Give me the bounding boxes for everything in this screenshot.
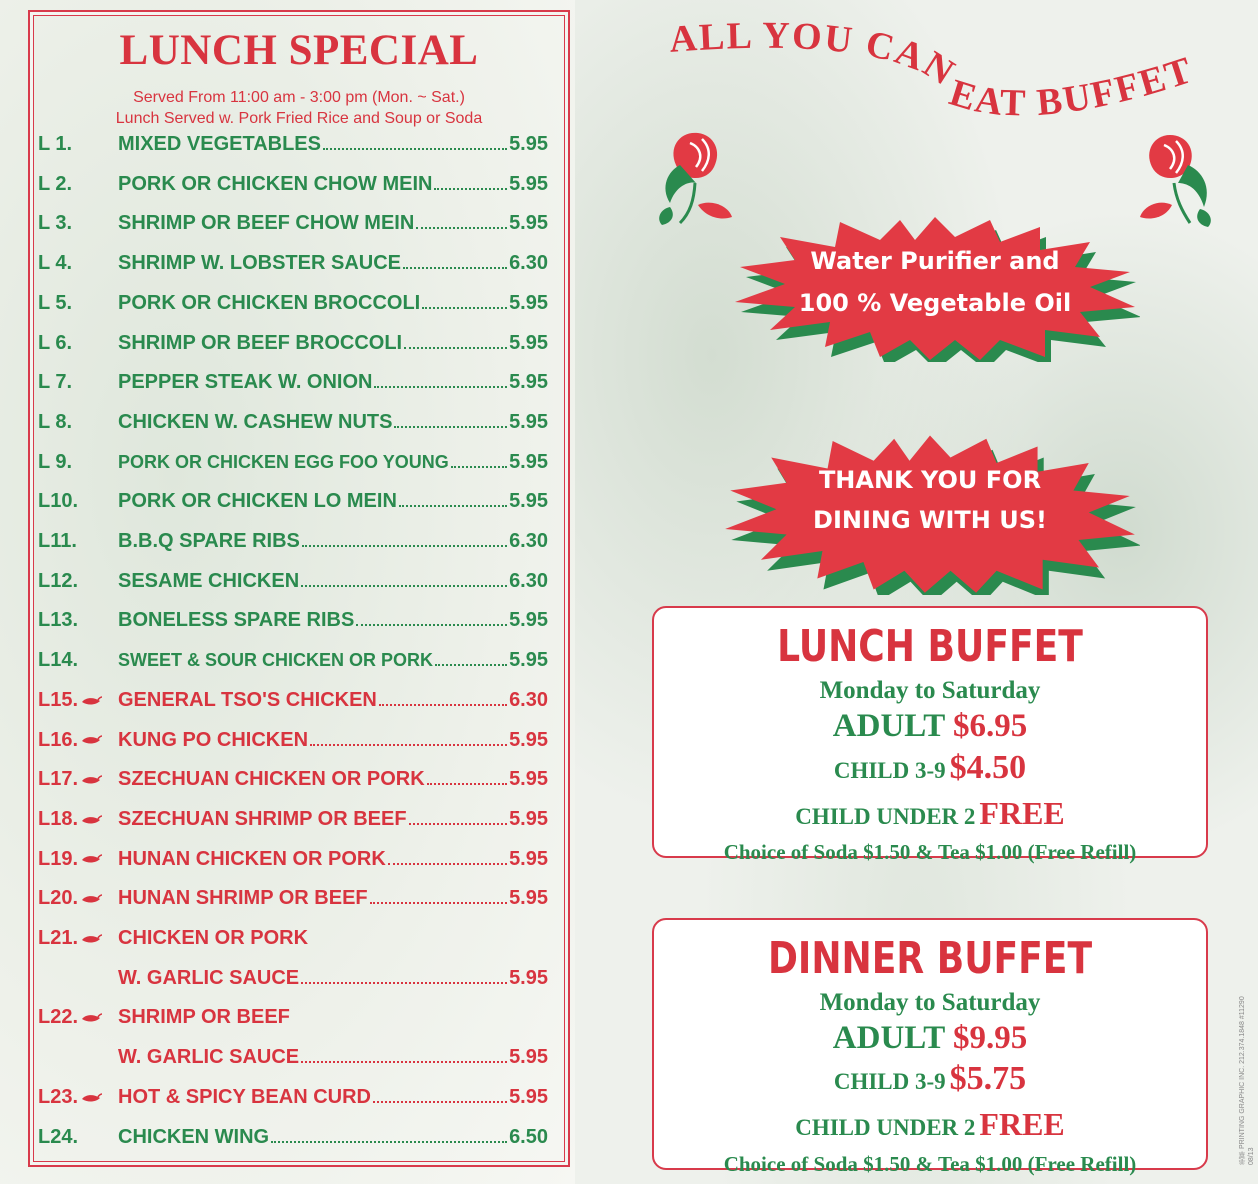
hot-pepper-icon [80, 927, 104, 950]
hot-pepper-icon [80, 1086, 104, 1109]
menu-item-number [38, 848, 118, 871]
buffet-days: Monday to Saturday [819, 677, 1041, 704]
child-label: CHILD 3-9 [833, 1069, 946, 1094]
under-two-line [654, 796, 1206, 837]
menu-item-price: 5.95 [509, 728, 548, 751]
menu-item-number-text: L11. [38, 530, 77, 552]
menu-item-row [38, 133, 548, 159]
burst-thank-you [775, 460, 1085, 540]
dinner-buffet-box [652, 918, 1208, 1176]
dot-leader [435, 664, 507, 666]
menu-item-price: 5.95 [509, 768, 548, 791]
menu-item-number [38, 1086, 118, 1109]
menu-item-number-text: L12. [38, 569, 79, 592]
adult-label: ADULT [832, 708, 945, 744]
menu-item-row [38, 490, 548, 516]
menu-item-name: CHICKEN WING [118, 1125, 270, 1148]
lunch-includes: Lunch Served w. Pork Fried Rice and Soup or Soda [115, 110, 483, 127]
hot-pepper-icon [80, 689, 104, 712]
menu-item-price: 5.95 [509, 371, 548, 394]
under-two-price: FREE [979, 1106, 1065, 1142]
menu-item-row [38, 1086, 548, 1112]
menu-item-number-text: L20. [38, 887, 79, 910]
menu-item-number [38, 133, 118, 156]
menu-item-price: 6.30 [509, 252, 548, 275]
menu-item-row [38, 570, 548, 596]
menu-item-price: 6.30 [509, 569, 548, 592]
menu-item-number-text: L15. [38, 688, 79, 711]
burst-line: Water Purifier and [810, 247, 1060, 275]
menu-item-name: W. GARLIC SAUCE [118, 1046, 300, 1069]
menu-item-number-text: L 2. [38, 172, 73, 195]
adult-price: $9.95 [952, 1020, 1028, 1056]
rose-icon [1130, 125, 1220, 230]
menu-item-number-text: L10. [38, 490, 79, 513]
child-price-line [654, 1058, 1206, 1106]
dot-leader [416, 227, 507, 229]
menu-item-name: CHICKEN W. CASHEW NUTS [118, 410, 393, 433]
menu-item-number-text: L19. [38, 847, 79, 870]
menu-item-price: 5.95 [509, 807, 548, 830]
dinner-buffet-title: DINNER BUFFET [767, 933, 1093, 984]
menu-item-price: 5.95 [509, 291, 548, 314]
menu-item-price: 5.95 [509, 212, 548, 235]
menu-item-row [38, 967, 548, 993]
menu-item-row [38, 609, 548, 635]
menu-item-number-text: L18. [38, 807, 79, 830]
adult-label: ADULT [832, 1020, 945, 1056]
menu-item-number [38, 252, 118, 275]
burst-water-purifier [780, 240, 1090, 324]
menu-item-number-text: L 8. [38, 410, 73, 433]
dot-leader [301, 982, 507, 984]
drinks-note: Choice of Soda $1.50 & Tea $1.00 (Free Refill) [723, 840, 1137, 864]
menu-item-row [38, 729, 548, 755]
menu-item-number [38, 212, 118, 235]
menu-item-name: SESAME CHICKEN [118, 569, 300, 592]
menu-item-row [38, 808, 548, 834]
menu-item-name: PORK OR CHICKEN CHOW MEIN [118, 172, 433, 195]
menu-item-price: 5.95 [509, 133, 548, 155]
dot-leader [374, 386, 507, 388]
menu-item-row [38, 411, 548, 437]
dot-leader [434, 188, 507, 190]
menu-item-price: 6.50 [509, 1125, 548, 1148]
menu-item-name: W. GARLIC SAUCE [118, 966, 300, 989]
menu-item-price: 5.95 [509, 887, 548, 910]
menu-item-price: 5.95 [509, 649, 548, 672]
dot-leader [301, 585, 507, 587]
menu-item-name: KUNG PO CHICKEN [118, 728, 309, 751]
menu-item-number-text: L14. [38, 649, 79, 672]
dot-leader [409, 823, 508, 825]
menu-item-number-text: L 5. [38, 291, 73, 314]
menu-item-number [38, 689, 118, 712]
svg-text:ALL YOU CAN EAT BUFFET [668, 22, 1199, 125]
dot-leader [394, 426, 507, 428]
menu-item-name: B.B.Q SPARE RIBS [118, 530, 300, 552]
dot-leader [427, 783, 507, 785]
dot-leader [310, 744, 507, 746]
menu-item-name: HOT & SPICY BEAN CURD [118, 1085, 371, 1108]
under-two-price: FREE [979, 795, 1065, 831]
menu-item-price: 6.30 [509, 688, 548, 711]
menu-item-number [38, 729, 118, 752]
menu-item-name: PORK OR CHICKEN EGG FOO YOUNG [118, 451, 449, 472]
menu-item-name: SWEET & SOUR CHICKEN OR PORK [118, 650, 434, 671]
menu-item-price: 6.30 [509, 530, 548, 552]
menu-item-row [38, 332, 548, 358]
menu-item-name: PORK OR CHICKEN BROCCOLI [118, 291, 421, 314]
lunch-hours: Served From 11:00 am - 3:00 pm (Mon. ~ Sat.) [133, 89, 465, 106]
dot-leader [301, 1061, 507, 1063]
menu-item-row [38, 768, 548, 794]
dot-leader [451, 466, 507, 468]
hot-pepper-icon [80, 729, 104, 752]
menu-item-number-text: L13. [38, 609, 79, 632]
menu-item-number [38, 570, 118, 593]
hot-pepper-icon [80, 1006, 104, 1029]
menu-item-number [38, 887, 118, 910]
under-two-label: CHILD UNDER 2 [795, 1115, 976, 1140]
menu-item-number [38, 649, 118, 672]
banner-text: ALL YOU CAN EAT BUFFET [667, 22, 1199, 125]
menu-item-name: SZECHUAN CHICKEN OR PORK [118, 768, 425, 791]
menu-item-name: SHRIMP OR BEEF CHOW MEIN [118, 212, 415, 235]
buffet-days: Monday to Saturday [819, 989, 1041, 1016]
menu-item-name: SHRIMP W. LOBSTER SAUCE [118, 252, 401, 275]
menu-item-name: PORK OR CHICKEN LO MEIN [118, 490, 397, 513]
dot-leader [271, 1141, 507, 1143]
menu-item-price: 5.95 [509, 490, 548, 513]
dot-leader [399, 505, 507, 507]
menu-item-number [38, 808, 118, 831]
menu-item-row [38, 173, 548, 199]
menu-item-number [38, 530, 118, 553]
menu-item-name: MIXED VEGETABLES [118, 133, 321, 155]
menu-item-row [38, 927, 548, 953]
hot-pepper-icon [80, 808, 104, 831]
menu-item-row [38, 530, 548, 556]
menu-item-number [38, 927, 118, 950]
menu-item-row [38, 451, 548, 477]
menu-item-number-text: L16. [38, 728, 79, 751]
menu-item-number-text: L24. [38, 1125, 79, 1148]
lunch-buffet-title: LUNCH BUFFET [777, 621, 1083, 672]
menu-item-name: CHICKEN OR PORK [118, 927, 309, 949]
dot-leader [302, 545, 507, 547]
menu-item-number-text: L 9. [38, 450, 73, 473]
menu-item-row [38, 1126, 548, 1152]
menu-item-row [38, 848, 548, 874]
menu-item-number-text: L17. [38, 768, 79, 791]
dot-leader [370, 902, 507, 904]
dot-leader [379, 704, 507, 706]
menu-item-number-text: L22. [38, 1006, 79, 1029]
menu-item-name: HUNAN CHICKEN OR PORK [118, 847, 386, 870]
burst-line: THANK YOU FOR [818, 466, 1042, 494]
drinks-note: Choice of Soda $1.50 & Tea $1.00 (Free Refill) [723, 1152, 1137, 1176]
hot-pepper-icon [80, 768, 104, 791]
menu-item-name: SZECHUAN SHRIMP OR BEEF [118, 807, 407, 830]
menu-item-price: 5.95 [509, 450, 548, 473]
all-you-can-eat-banner [660, 22, 1200, 142]
menu-item-row [38, 252, 548, 278]
under-two-label: CHILD UNDER 2 [795, 804, 976, 829]
menu-item-row [38, 292, 548, 318]
menu-item-row [38, 689, 548, 715]
child-price-line [654, 746, 1206, 796]
menu-item-row [38, 1006, 548, 1032]
dot-leader [388, 863, 507, 865]
dot-leader [422, 307, 507, 309]
menu-item-name: PEPPER STEAK W. ONION [118, 371, 373, 394]
adult-price-line [654, 706, 1206, 746]
menu-item-row [38, 649, 548, 675]
burst-line: DINING WITH US! [813, 506, 1047, 534]
menu-item-number [38, 332, 118, 355]
printer-mark: 美華 PRINTING GRAPHIC INC. 212.374.1848 #11290 08/13 [1239, 996, 1255, 1165]
dot-leader [403, 267, 507, 269]
child-price: $4.50 [949, 749, 1027, 786]
dot-leader [404, 347, 507, 349]
child-price: $5.75 [949, 1060, 1027, 1097]
hot-pepper-icon [80, 848, 104, 871]
menu-item-row [38, 887, 548, 913]
dot-leader [356, 624, 507, 626]
menu-item-number [38, 1006, 118, 1029]
menu-item-number-text: L 4. [38, 252, 73, 275]
menu-item-number-text: L 6. [38, 331, 73, 354]
menu-item-row [38, 212, 548, 238]
menu-item-price: 5.95 [509, 410, 548, 433]
menu-item-row [38, 1046, 548, 1072]
menu-item-number [38, 451, 118, 474]
menu-item-price: 5.95 [509, 331, 548, 354]
menu-item-number [38, 371, 118, 394]
menu-item-name: BONELESS SPARE RIBS [118, 609, 355, 632]
menu-item-price: 5.95 [509, 1085, 548, 1108]
menu-item-number-text: L 7. [38, 371, 73, 394]
menu-item-name: GENERAL TSO'S CHICKEN [118, 688, 377, 711]
menu-item-name: SHRIMP OR BEEF [118, 1006, 290, 1029]
menu-item-price: 5.95 [509, 966, 548, 989]
menu-item-number [38, 173, 118, 196]
menu-item-number-text: L 3. [38, 212, 73, 235]
menu-item-number [38, 609, 118, 632]
burst-line: 100 % Vegetable Oil [798, 289, 1072, 317]
menu-item-name: SHRIMP OR BEEF BROCCOLI [118, 331, 403, 354]
menu-item-number [38, 490, 118, 513]
under-two-line [654, 1106, 1206, 1149]
menu-item-number-text: L23. [38, 1085, 79, 1108]
dot-leader [373, 1101, 507, 1103]
menu-item-number-text: L 1. [38, 133, 73, 155]
menu-item-number [38, 292, 118, 315]
menu-item-price: 5.95 [509, 1046, 548, 1069]
menu-item-number [38, 1126, 118, 1149]
dot-leader [323, 148, 507, 150]
menu-item-row [38, 371, 548, 397]
lunch-special-title: LUNCH SPECIAL [119, 27, 479, 74]
hot-pepper-icon [80, 887, 104, 910]
menu-item-price: 5.95 [509, 847, 548, 870]
menu-item-number [38, 768, 118, 791]
menu-item-number [38, 411, 118, 434]
menu-item-price: 5.95 [509, 172, 548, 195]
menu-item-price: 5.95 [509, 609, 548, 632]
child-label: CHILD 3-9 [833, 758, 946, 783]
menu-item-name: HUNAN SHRIMP OR BEEF [118, 887, 368, 910]
lunch-buffet-box [652, 606, 1208, 864]
menu-item-number-text: L21. [38, 927, 79, 949]
adult-price: $6.95 [952, 708, 1028, 744]
adult-price-line [654, 1018, 1206, 1058]
